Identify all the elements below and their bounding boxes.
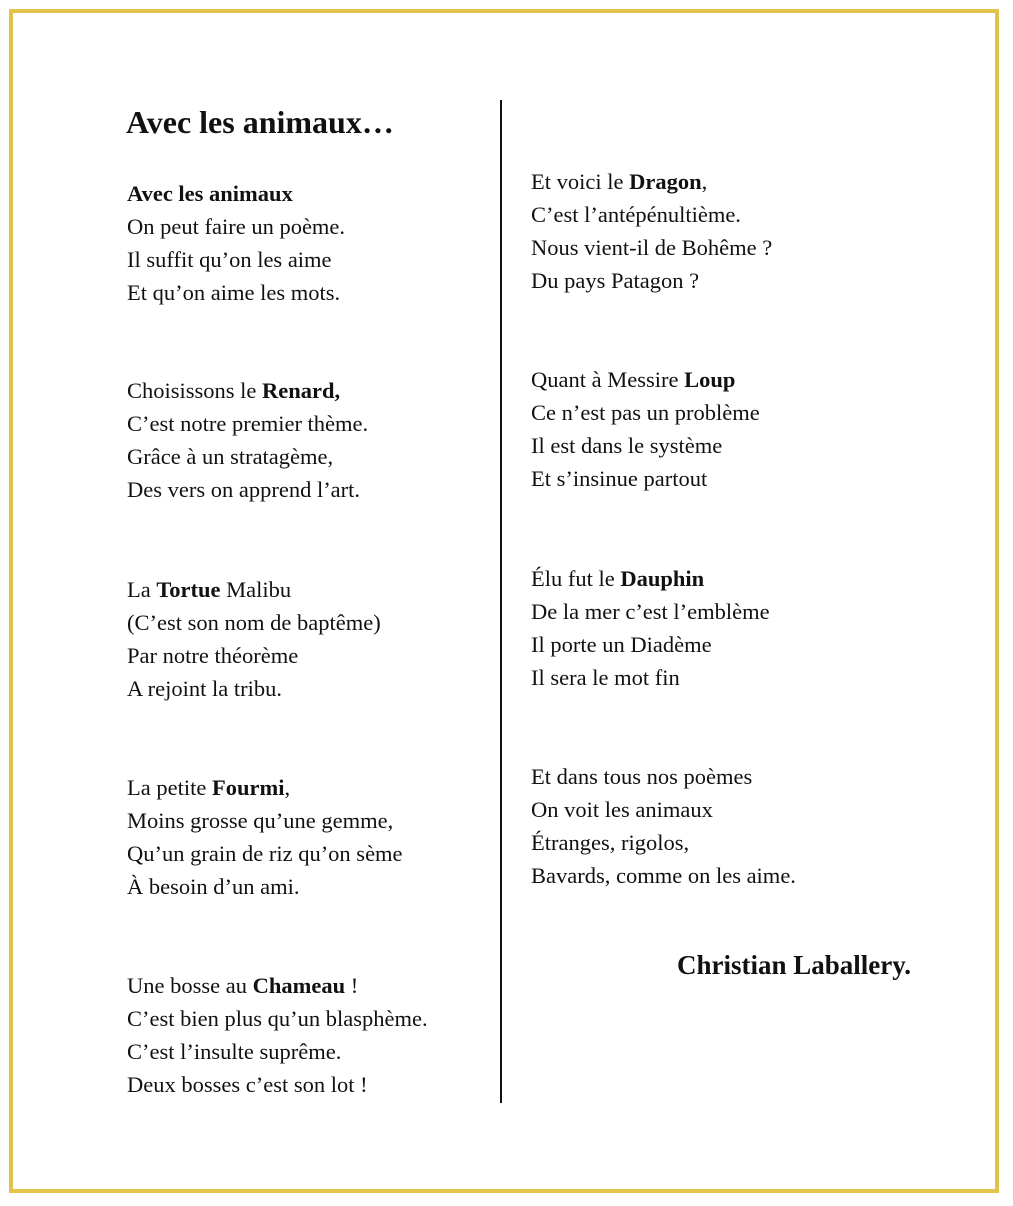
stanza-left-4 (127, 771, 403, 903)
poem-line (127, 870, 403, 903)
animal-name: Dragon (629, 169, 702, 194)
line-text: Deux bosses c’est son lot ! (127, 1072, 368, 1097)
poem-line (531, 760, 796, 793)
line-text: Et qu’on aime les mots. (127, 280, 341, 305)
author-signature: Christian Laballery. (677, 950, 912, 980)
poem-line (531, 165, 772, 198)
line-text: C’est l’antépénultième. (531, 202, 741, 227)
poem-line (531, 793, 796, 826)
poem-line (127, 837, 403, 870)
line-text: Ce n’est pas un problème (531, 400, 760, 425)
poem-line (127, 804, 403, 837)
stanza-right-1 (531, 165, 772, 297)
line-text: Du pays Patagon ? (531, 268, 700, 293)
line-text: Et voici le (531, 169, 630, 194)
poem-line (127, 969, 428, 1002)
line-text: Élu fut le (531, 566, 621, 591)
poem-line (127, 177, 345, 210)
animal-name: Avec les animaux (127, 181, 293, 206)
stanza-right-3 (531, 562, 770, 694)
poem-line (127, 407, 368, 440)
stanza-left-1 (127, 177, 345, 309)
line-text: Nous vient-il de Bohême ? (531, 235, 773, 260)
poem-line (531, 661, 770, 694)
poem-line (531, 363, 760, 396)
line-text: Grâce à un stratagème, (127, 444, 334, 469)
poem-line (127, 210, 345, 243)
poem-line (127, 639, 381, 672)
line-text: À besoin d’un ami. (127, 874, 300, 899)
line-text: Il sera le mot fin (531, 665, 680, 690)
line-text: Étranges, rigolos, (531, 830, 690, 855)
line-text: C’est bien plus qu’un blasphème. (127, 1006, 428, 1031)
poem-line (531, 429, 760, 462)
poem-line (127, 672, 381, 705)
poem-line (127, 771, 403, 804)
line-text: Et s’insinue partout (531, 466, 708, 491)
line-text: C’est notre premier thème. (127, 411, 369, 436)
line-text: Et dans tous nos poèmes (531, 764, 753, 789)
line-text: , (284, 775, 291, 800)
animal-name: Renard, (262, 378, 341, 403)
line-text: Malibu (220, 577, 292, 602)
poem-line (127, 606, 381, 639)
poem-line (127, 243, 345, 276)
poem-line (127, 1068, 428, 1101)
line-text: Quant à Messire (531, 367, 685, 392)
stanza-left-2 (127, 374, 368, 506)
line-text: On peut faire un poème. (127, 214, 346, 239)
line-text: La (127, 577, 157, 602)
line-text: (C’est son nom de baptême) (127, 610, 381, 635)
poem-line (127, 1035, 428, 1068)
poem-line (531, 859, 796, 892)
stanza-right-4 (531, 760, 796, 892)
line-text: Bavards, comme on les aime. (531, 863, 796, 888)
poem-line (531, 396, 760, 429)
line-text: Par notre théorème (127, 643, 299, 668)
animal-name: Fourmi (211, 775, 285, 800)
line-text: Des vers on apprend l’art. (127, 477, 361, 502)
poem-line (531, 462, 760, 495)
line-text: Il est dans le système (531, 433, 723, 458)
line-text: La petite (127, 775, 212, 800)
animal-name: Loup (684, 367, 736, 392)
poem-line (531, 264, 772, 297)
line-text: ! (345, 973, 359, 998)
animal-name: Tortue (156, 577, 221, 602)
poem-line (127, 374, 368, 407)
column-divider (500, 100, 502, 1103)
poem-line (531, 231, 772, 264)
poem-line (127, 573, 381, 606)
line-text: Il porte un Diadème (531, 632, 712, 657)
line-text: Une bosse au (127, 973, 253, 998)
line-text: On voit les animaux (531, 797, 713, 822)
animal-name: Dauphin (620, 566, 705, 591)
line-text: C’est l’insulte suprême. (127, 1039, 342, 1064)
line-text: Il suffit qu’on les aime (127, 247, 332, 272)
poem-line (531, 562, 770, 595)
poem-line (531, 826, 796, 859)
line-text: De la mer c’est l’emblème (531, 599, 770, 624)
line-text: Qu’un grain de riz qu’on sème (127, 841, 403, 866)
stanza-left-5 (127, 969, 428, 1101)
animal-name: Chameau (252, 973, 346, 998)
poem-line (531, 595, 770, 628)
poem-line (531, 628, 770, 661)
poem-line (127, 276, 345, 309)
poem-line (127, 1002, 428, 1035)
line-text: Choisissons le (127, 378, 263, 403)
line-text: A rejoint la tribu. (127, 676, 282, 701)
stanza-right-2 (531, 363, 760, 495)
line-text: Moins grosse qu’une gemme, (127, 808, 394, 833)
poem-line (127, 440, 368, 473)
line-text: , (701, 169, 708, 194)
poem-title: Avec les animaux… (126, 104, 394, 140)
poem-line (531, 198, 772, 231)
poem-line (127, 473, 368, 506)
stanza-left-3 (127, 573, 381, 705)
